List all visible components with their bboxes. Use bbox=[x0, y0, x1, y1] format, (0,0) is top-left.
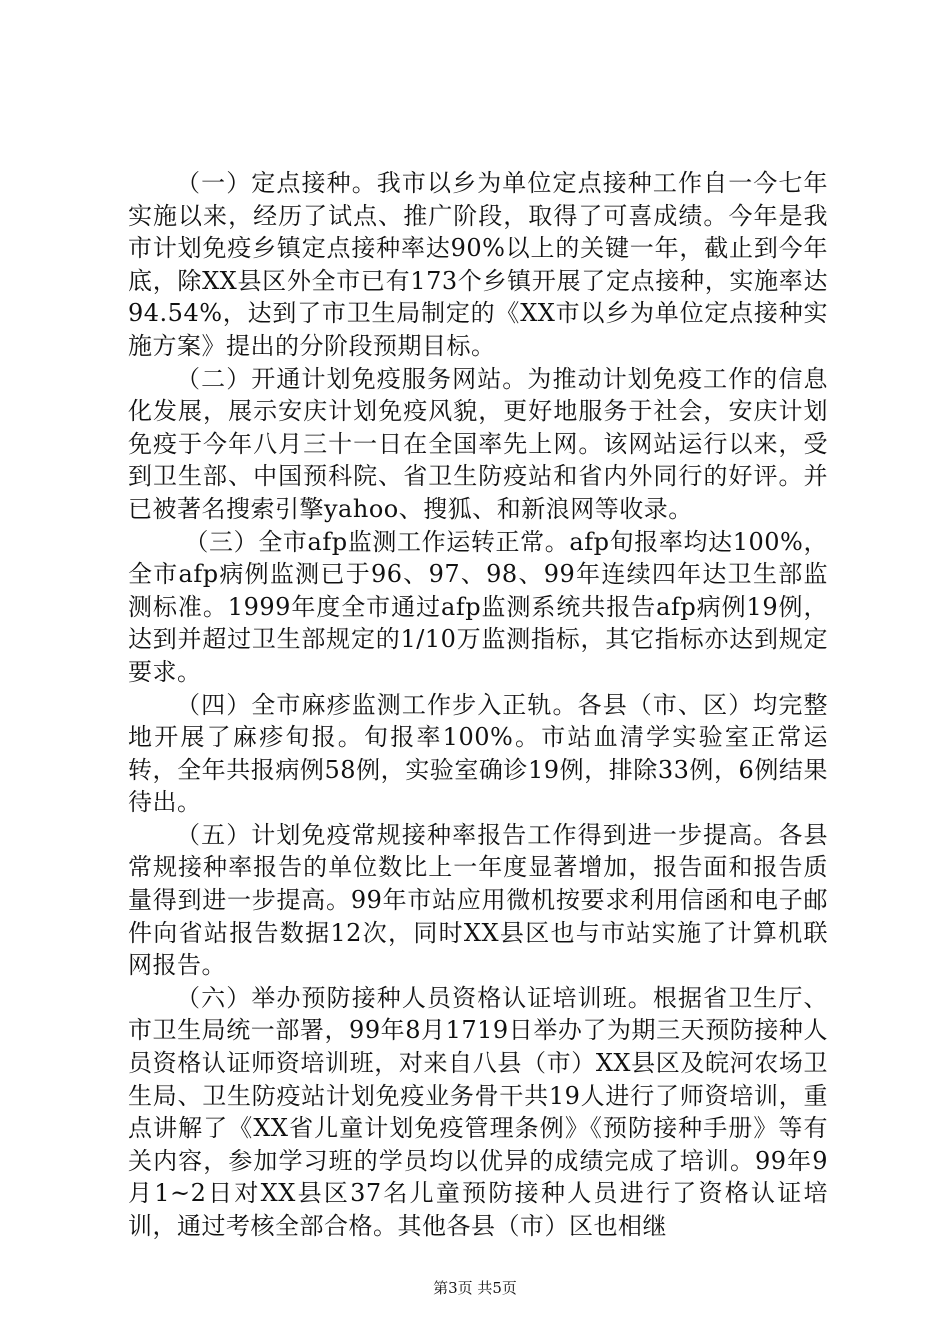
page-footer: 第3页 共5页 bbox=[433, 1279, 517, 1297]
paragraph-3: （三）全市afp监测工作运转正常。afp旬报率均达100%，全市afp病例监测已于96、97、98、99年连续四年达卫生部监测标准。1999年度全市通过afp监测系统共报告afp病例19例，达到并超过卫生部规定的1/10万监测指标，其它指标亦达到规定要求。 bbox=[128, 527, 828, 686]
paragraph-1: （一）定点接种。我市以乡为单位定点接种工作自一今七年实施以来，经历了试点、推广阶段，取得了可喜成绩。今年是我市计划免疫乡镇定点接种率达90%以上的关键一年，截止到今年底，除XX县区外全市已有173个乡镇开展了定点接种，实施率达94.54%，达到了市卫生局制定的《XX市以乡为单位定点接种实施方案》提出的分阶段预期目标。 bbox=[128, 169, 828, 360]
paragraph-5: （五）计划免疫常规接种率报告工作得到进一步提高。各县常规接种率报告的单位数比上一年度显著增加，报告面和报告质量得到进一步提高。99年市站应用微机按要求利用信函和电子邮件向省站报告数据12次，同时XX县区也与市站实施了计算机联网报告。 bbox=[128, 820, 828, 980]
document-body bbox=[128, 167, 828, 1243]
paragraph-6: （六）举办预防接种人员资格认证培训班。根据省卫生厅、市卫生局统一部署，99年8月1719日举办了为期三天预防接种人员资格认证师资培训班，对来自八县（市）XX县区及皖河农场卫生局、卫生防疫站计划免疫业务骨干共19人进行了师资培训，重点讲解了《XX省儿童计划免疫管理条例》《预防接种手册》等有关内容，参加学习班的学员均以优异的成绩完成了培训。99年9月1~2日对XX县区37名儿童预防接种人员进行了资格认证培训，通过考核全部合格。其他各县（市）区也相继 bbox=[128, 983, 828, 1240]
paragraph-2: （二）开通计划免疫服务网站。为推动计划免疫工作的信息化发展，展示安庆计划免疫风貌，更好地服务于社会，安庆计划免疫于今年八月三十一日在全国率先上网。该网站运行以来，受到卫生部、中国预科院、省卫生防疫站和省内外同行的好评。并已被著名搜索引擎yahoo、搜狐、和新浪网等收录。 bbox=[128, 364, 828, 523]
paragraph-4: （四）全市麻疹监测工作步入正轨。各县（市、区）均完整地开展了麻疹旬报。旬报率100%。市站血清学实验室正常运转，全年共报病例58例，实验室确诊19例，排除33例，6例结果待出。 bbox=[128, 690, 828, 817]
